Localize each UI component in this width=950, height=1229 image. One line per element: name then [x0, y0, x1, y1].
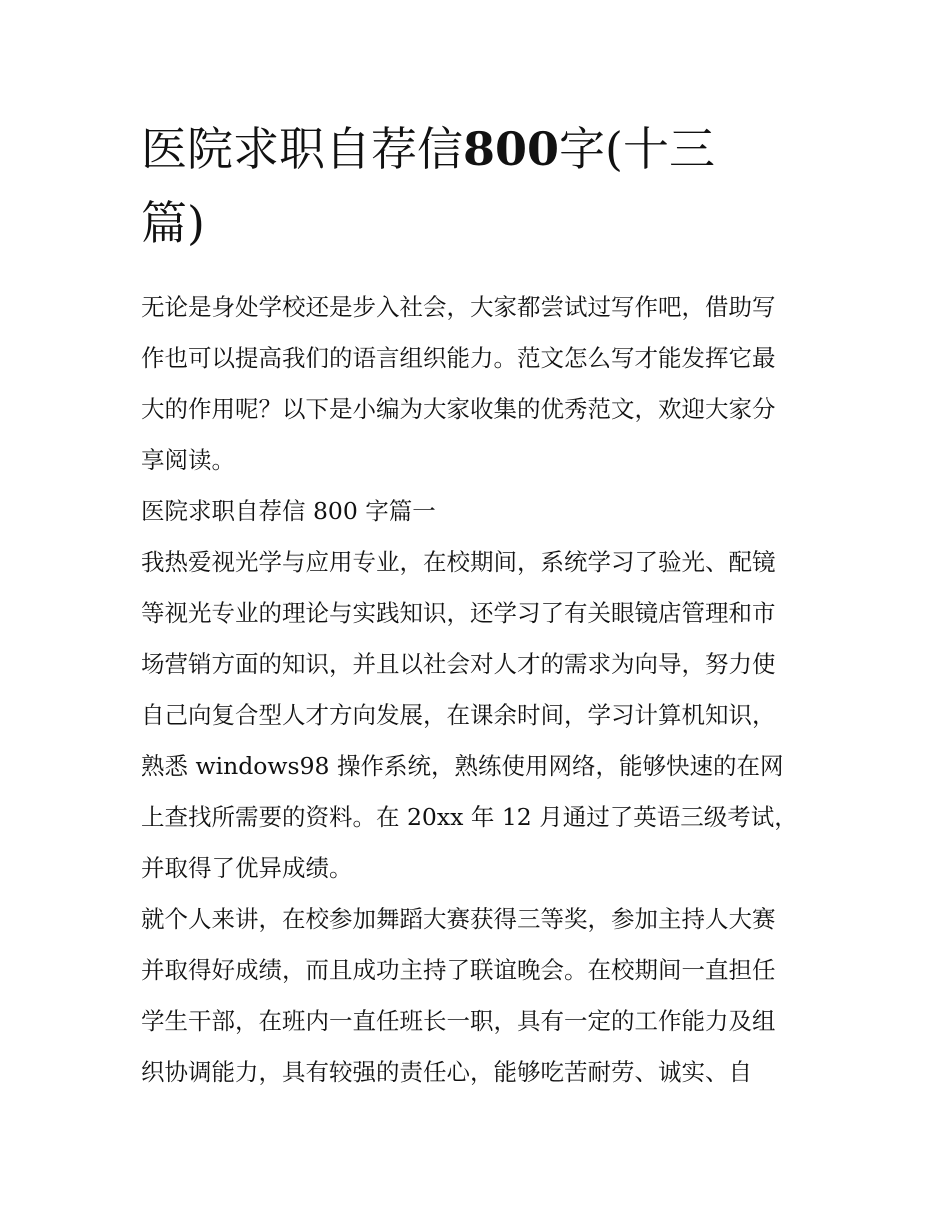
text-line: 场营销方面的知识，并且以社会对人才的需求为向导，努力使	[141, 650, 776, 678]
text-line: 享阅读。	[141, 446, 235, 474]
text-line: 并取得了优异成绩。	[141, 854, 353, 882]
text-line: 作也可以提高我们的语言组织能力。范文怎么写才能发挥它最	[141, 344, 776, 372]
title-line2: 篇)	[141, 196, 205, 250]
text-line: 上查找所需要的资料。在 20xx 年 12 月通过了英语三级考试，	[141, 803, 798, 831]
document-content	[141, 112, 813, 1098]
text-line: 我热爱视光学与应用专业，在校期间，系统学习了验光、配镜	[141, 548, 776, 576]
title-number: 800	[463, 122, 560, 176]
text-line: 学生干部，在班内一直任班长一职，具有一定的工作能力及组	[141, 1007, 776, 1035]
title-part2: 字(十三	[559, 122, 715, 176]
text-line: 熟悉 windows98 操作系统，熟练使用网络，能够快速的在网	[141, 752, 784, 780]
section-heading: 医院求职自荐信 800 字篇一	[141, 497, 436, 525]
document-body	[141, 282, 813, 1098]
text-line: 自己向复合型人才方向发展，在课余时间，学习计算机知识，	[141, 701, 776, 729]
title-part1: 医院求职自荐信	[141, 122, 463, 176]
text-line: 并取得好成绩，而且成功主持了联谊晚会。在校期间一直担任	[141, 956, 776, 984]
text-line: 无论是身处学校还是步入社会，大家都尝试过写作吧，借助写	[141, 293, 776, 321]
text-line: 大的作用呢？以下是小编为大家收集的优秀范文，欢迎大家分	[141, 395, 776, 423]
document-title	[141, 112, 813, 260]
text-line: 等视光专业的理论与实践知识，还学习了有关眼镜店管理和市	[141, 599, 776, 627]
text-line: 织协调能力，具有较强的责任心，能够吃苦耐劳、诚实、自	[141, 1058, 752, 1086]
text-line: 就个人来讲，在校参加舞蹈大赛获得三等奖，参加主持人大赛	[141, 905, 776, 933]
